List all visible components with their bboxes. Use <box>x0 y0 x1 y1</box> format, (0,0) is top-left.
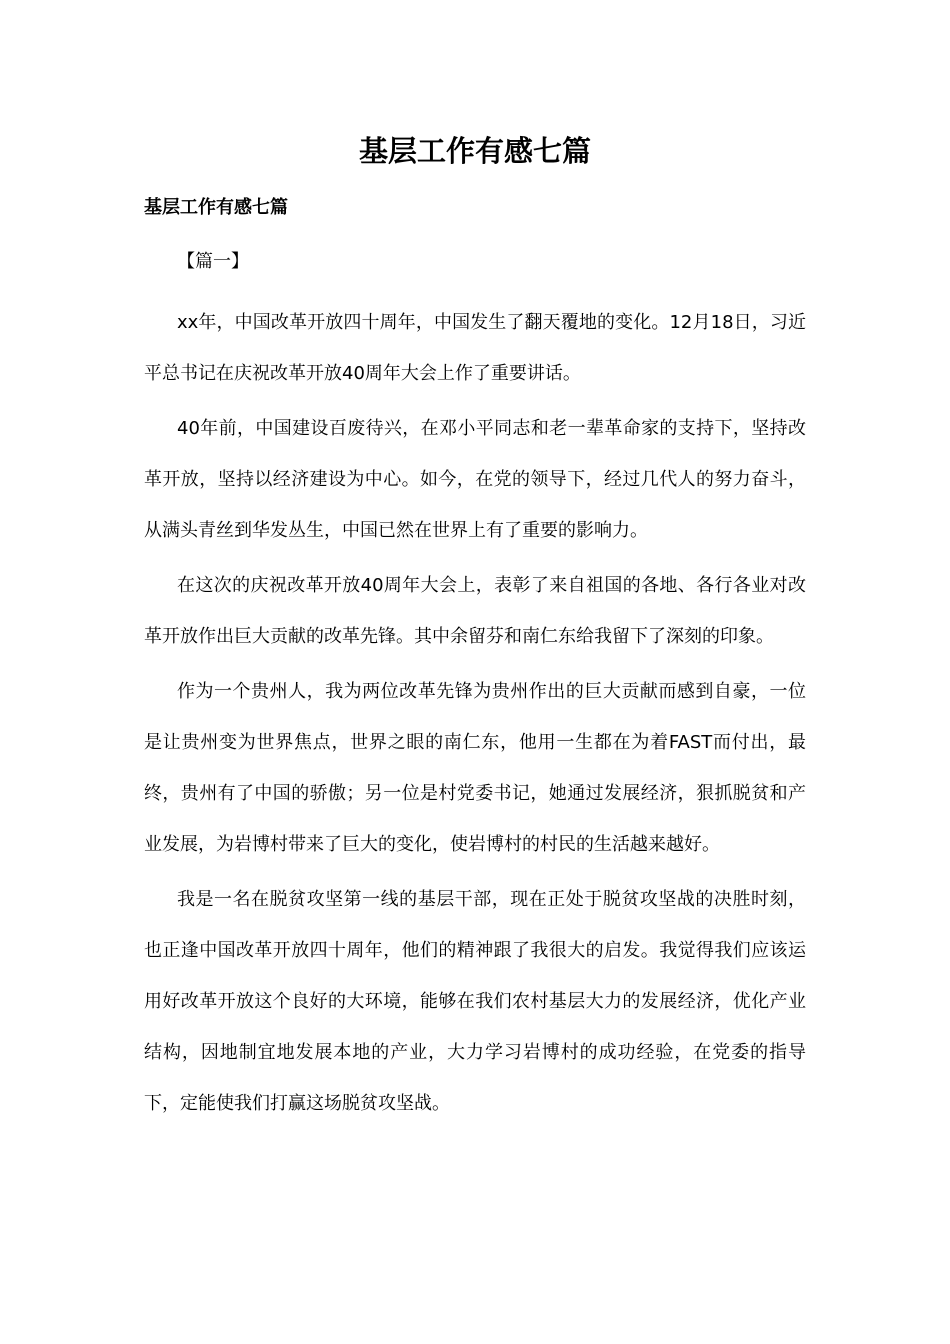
section-label: 【篇一】 <box>177 251 249 272</box>
paragraph-2: 40年前，中国建设百废待兴，在邓小平同志和老一辈革命家的支持下，坚持改革开放，坚持以经济建设为中心。如今，在党的领导下，经过几代人的努力奋斗，从满头青丝到华发丛生，中国已然在世界上有了重要的影响力。 <box>144 418 806 541</box>
document-body <box>144 297 806 1129</box>
paragraph-1: xx年，中国改革开放四十周年，中国发生了翻天覆地的变化。12月18日，习近平总书记在庆祝改革开放40周年大会上作了重要讲话。 <box>144 312 806 384</box>
paragraph-3: 在这次的庆祝改革开放40周年大会上，表彰了来自祖国的各地、各行各业对改革开放作出巨大贡献的改革先锋。其中余留芬和南仁东给我留下了深刻的印象。 <box>144 575 806 647</box>
paragraph-4: 作为一个贵州人，我为两位改革先锋为贵州作出的巨大贡献而感到自豪，一位是让贵州变为世界焦点，世界之眼的南仁东，他用一生都在为着FAST而付出，最终，贵州有了中国的骄傲；另一位是村党委书记，她通过发展经济，狠抓脱贫和产业发展，为岩博村带来了巨大的变化，使岩博村的村民的生活越来越好。 <box>144 681 806 855</box>
document-subtitle: 基层工作有感七篇 <box>144 197 288 218</box>
paragraph-5: 我是一名在脱贫攻坚第一线的基层干部，现在正处于脱贫攻坚战的决胜时刻，也正逢中国改革开放四十周年，他们的精神跟了我很大的启发。我觉得我们应该运用好改革开放这个良好的大环境，能够在我们农村基层大力的发展经济，优化产业结构，因地制宜地发展本地的产业，大力学习岩博村的成功经验，在党委的指导下，定能使我们打赢这场脱贫攻坚战。 <box>144 889 806 1114</box>
document-title: 基层工作有感七篇 <box>358 134 591 168</box>
